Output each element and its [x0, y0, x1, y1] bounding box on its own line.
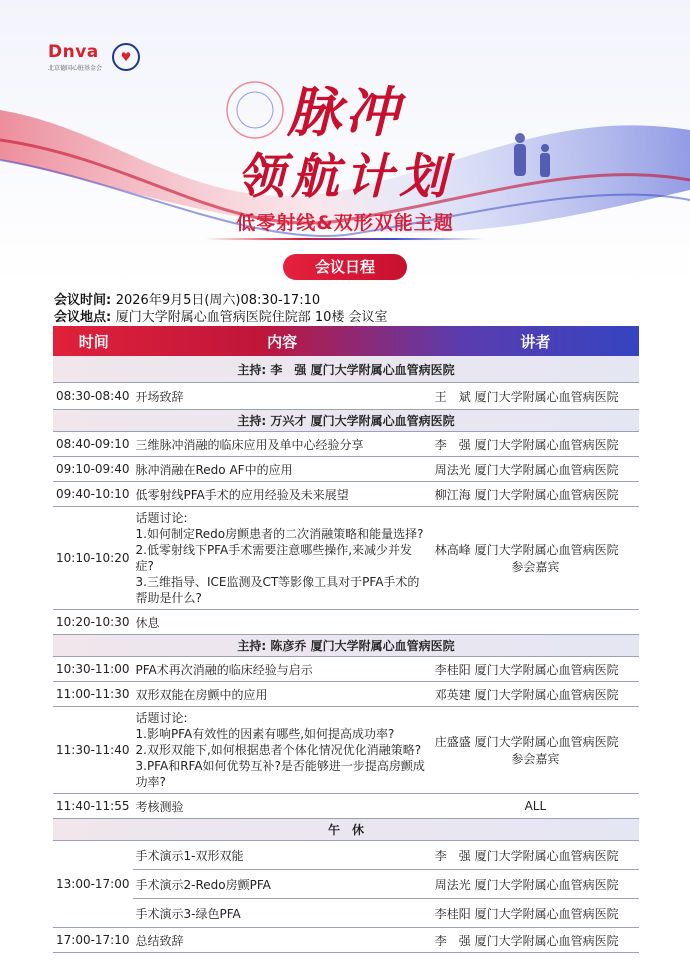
row-content: 考核测验: [133, 794, 432, 819]
logo-row: [48, 42, 140, 72]
dnva-logo: [48, 42, 102, 72]
event-title-line2: 领航计划: [236, 149, 453, 205]
table-row: [53, 682, 639, 707]
row-speaker: 李 强 厦门大学附属心血管病医院: [432, 841, 639, 870]
meeting-time-label: 会议时间:: [54, 293, 116, 308]
row-speaker: 李桂阳 厦门大学附属心血管病医院: [432, 899, 639, 928]
meeting-place: [54, 306, 388, 325]
row-content: PFA术再次消融的临床经验与启示: [133, 657, 432, 682]
meeting-time-value: 2026年9月5日(周六)08:30-17:10: [115, 293, 321, 308]
table-row-demo: [53, 870, 639, 899]
meeting-place-value: 厦门大学附属心血管病医院住院部 10楼 会议室: [115, 310, 388, 325]
lunch-row: [53, 819, 639, 841]
row-speaker: 周法光 厦门大学附属心血管病医院: [432, 870, 639, 899]
host-row: [53, 410, 639, 432]
discussion-question: 2.双形双能下,如何根据患者个体化情况优化消融策略?: [135, 743, 422, 757]
agenda-table: [53, 326, 639, 953]
table-row: [53, 928, 639, 953]
host-label: 主持: 李 强 厦门大学附属心血管病医院: [53, 356, 639, 383]
row-content: 三维脉冲消融的临床应用及单中心经验分享: [133, 432, 432, 457]
table-row-demo: [53, 841, 639, 870]
row-content: 低零射线PFA手术的应用经验及未来展望: [133, 482, 432, 507]
row-discussion: [133, 507, 432, 610]
speaker-line: 庄盛盛 厦门大学附属心血管病医院: [434, 735, 619, 749]
row-speaker: [432, 507, 639, 610]
host-row: [53, 356, 639, 383]
row-speaker: [432, 707, 639, 794]
row-time: 08:40-09:10: [53, 432, 133, 457]
table-row: [53, 610, 639, 635]
lunch-label: 午 休: [53, 819, 639, 841]
row-content: 手术演示3-绿色PFA: [133, 899, 432, 928]
row-time: 10:20-10:30: [53, 610, 133, 635]
row-time: 13:00-17:00: [53, 841, 133, 928]
host-label: 主持: 万兴才 厦门大学附属心血管病医院: [53, 410, 639, 432]
meeting-place-label: 会议地点:: [54, 310, 116, 325]
discussion-question: 3.三维指导、ICE监测及CT等影像工具对于PFA手术的帮助是什么?: [135, 575, 420, 605]
header-speaker: 讲者: [520, 332, 551, 351]
heart-seal-icon: ♥: [112, 43, 140, 71]
row-time: 10:10-10:20: [53, 507, 133, 610]
agenda-label: 会议日程: [283, 254, 407, 280]
discussion-title: 话题讨论:: [135, 711, 188, 725]
table-row: [53, 432, 639, 457]
row-speaker: ALL: [432, 794, 639, 819]
dnva-logo-subtitle: 北京德国心脏基金会: [48, 65, 103, 72]
row-content: 手术演示2-Redo房颤PFA: [133, 870, 432, 899]
row-content: 休息: [133, 610, 432, 635]
row-speaker: 李桂阳 厦门大学附属心血管病医院: [432, 657, 639, 682]
event-subtitle: 低零射线&双形双能主题: [236, 212, 454, 234]
row-speaker: 柳江海 厦门大学附属心血管病医院: [432, 482, 639, 507]
table-row-discussion: [53, 707, 639, 794]
table-header: [53, 326, 639, 356]
row-speaker: 周法光 厦门大学附属心血管病医院: [432, 457, 639, 482]
discussion-question: 1.影响PFA有效性的因素有哪些,如何提高成功率?: [135, 727, 395, 741]
row-time: 08:30-08:40: [53, 383, 133, 410]
row-content: 双形双能在房颤中的应用: [133, 682, 432, 707]
table-row-demo: [53, 899, 639, 928]
table-row-discussion: [53, 507, 639, 610]
row-time: 11:00-11:30: [53, 682, 133, 707]
row-content: 开场致辞: [133, 383, 432, 410]
row-content: 手术演示1-双形双能: [133, 841, 432, 870]
table-row: [53, 383, 639, 410]
row-content: 总结致辞: [133, 928, 432, 953]
table-row: [53, 657, 639, 682]
row-time: 09:40-10:10: [53, 482, 133, 507]
speaker-guests: 参会嘉宾: [511, 560, 560, 574]
event-title-line1: 脉冲: [287, 80, 403, 144]
row-speaker: 邓英建 厦门大学附属心血管病医院: [432, 682, 639, 707]
header-time: 时间: [78, 332, 109, 351]
table-row: [53, 794, 639, 819]
row-speaker: 李 强 厦门大学附属心血管病医院: [432, 432, 639, 457]
discussion-question: 1.如何制定Redo房颤患者的二次消融策略和能量选择?: [135, 527, 424, 541]
speaker-guests: 参会嘉宾: [511, 752, 560, 766]
discussion-question: 3.PFA和RFA如何优势互补?是否能够进一步提高房颤成功率?: [135, 759, 425, 789]
table-row: [53, 482, 639, 507]
row-time: 10:30-11:00: [53, 657, 133, 682]
row-speaker: 李 强 厦门大学附属心血管病医院: [432, 928, 639, 953]
row-content: 脉冲消融在Redo AF中的应用: [133, 457, 432, 482]
speaker-line: 林高峰 厦门大学附属心血管病医院: [434, 543, 619, 557]
discussion-title: 话题讨论:: [135, 511, 188, 525]
row-speaker: [432, 610, 639, 635]
row-discussion: [133, 707, 432, 794]
row-time: 11:40-11:55: [53, 794, 133, 819]
row-time: 09:10-09:40: [53, 457, 133, 482]
host-label: 主持: 陈彦乔 厦门大学附属心血管病医院: [53, 635, 639, 657]
row-time: 11:30-11:40: [53, 707, 133, 794]
header-content: 内容: [267, 332, 298, 351]
discussion-question: 2.低零射线下PFA手术需要注意哪些操作,来减少并发症?: [135, 543, 413, 573]
subtitle-underline: [205, 238, 485, 240]
table-row: [53, 457, 639, 482]
row-time: 17:00-17:10: [53, 928, 133, 953]
dnva-logo-text: Dnva: [48, 42, 99, 62]
host-row: [53, 635, 639, 657]
row-speaker: 王 斌 厦门大学附属心血管病医院: [432, 383, 639, 410]
